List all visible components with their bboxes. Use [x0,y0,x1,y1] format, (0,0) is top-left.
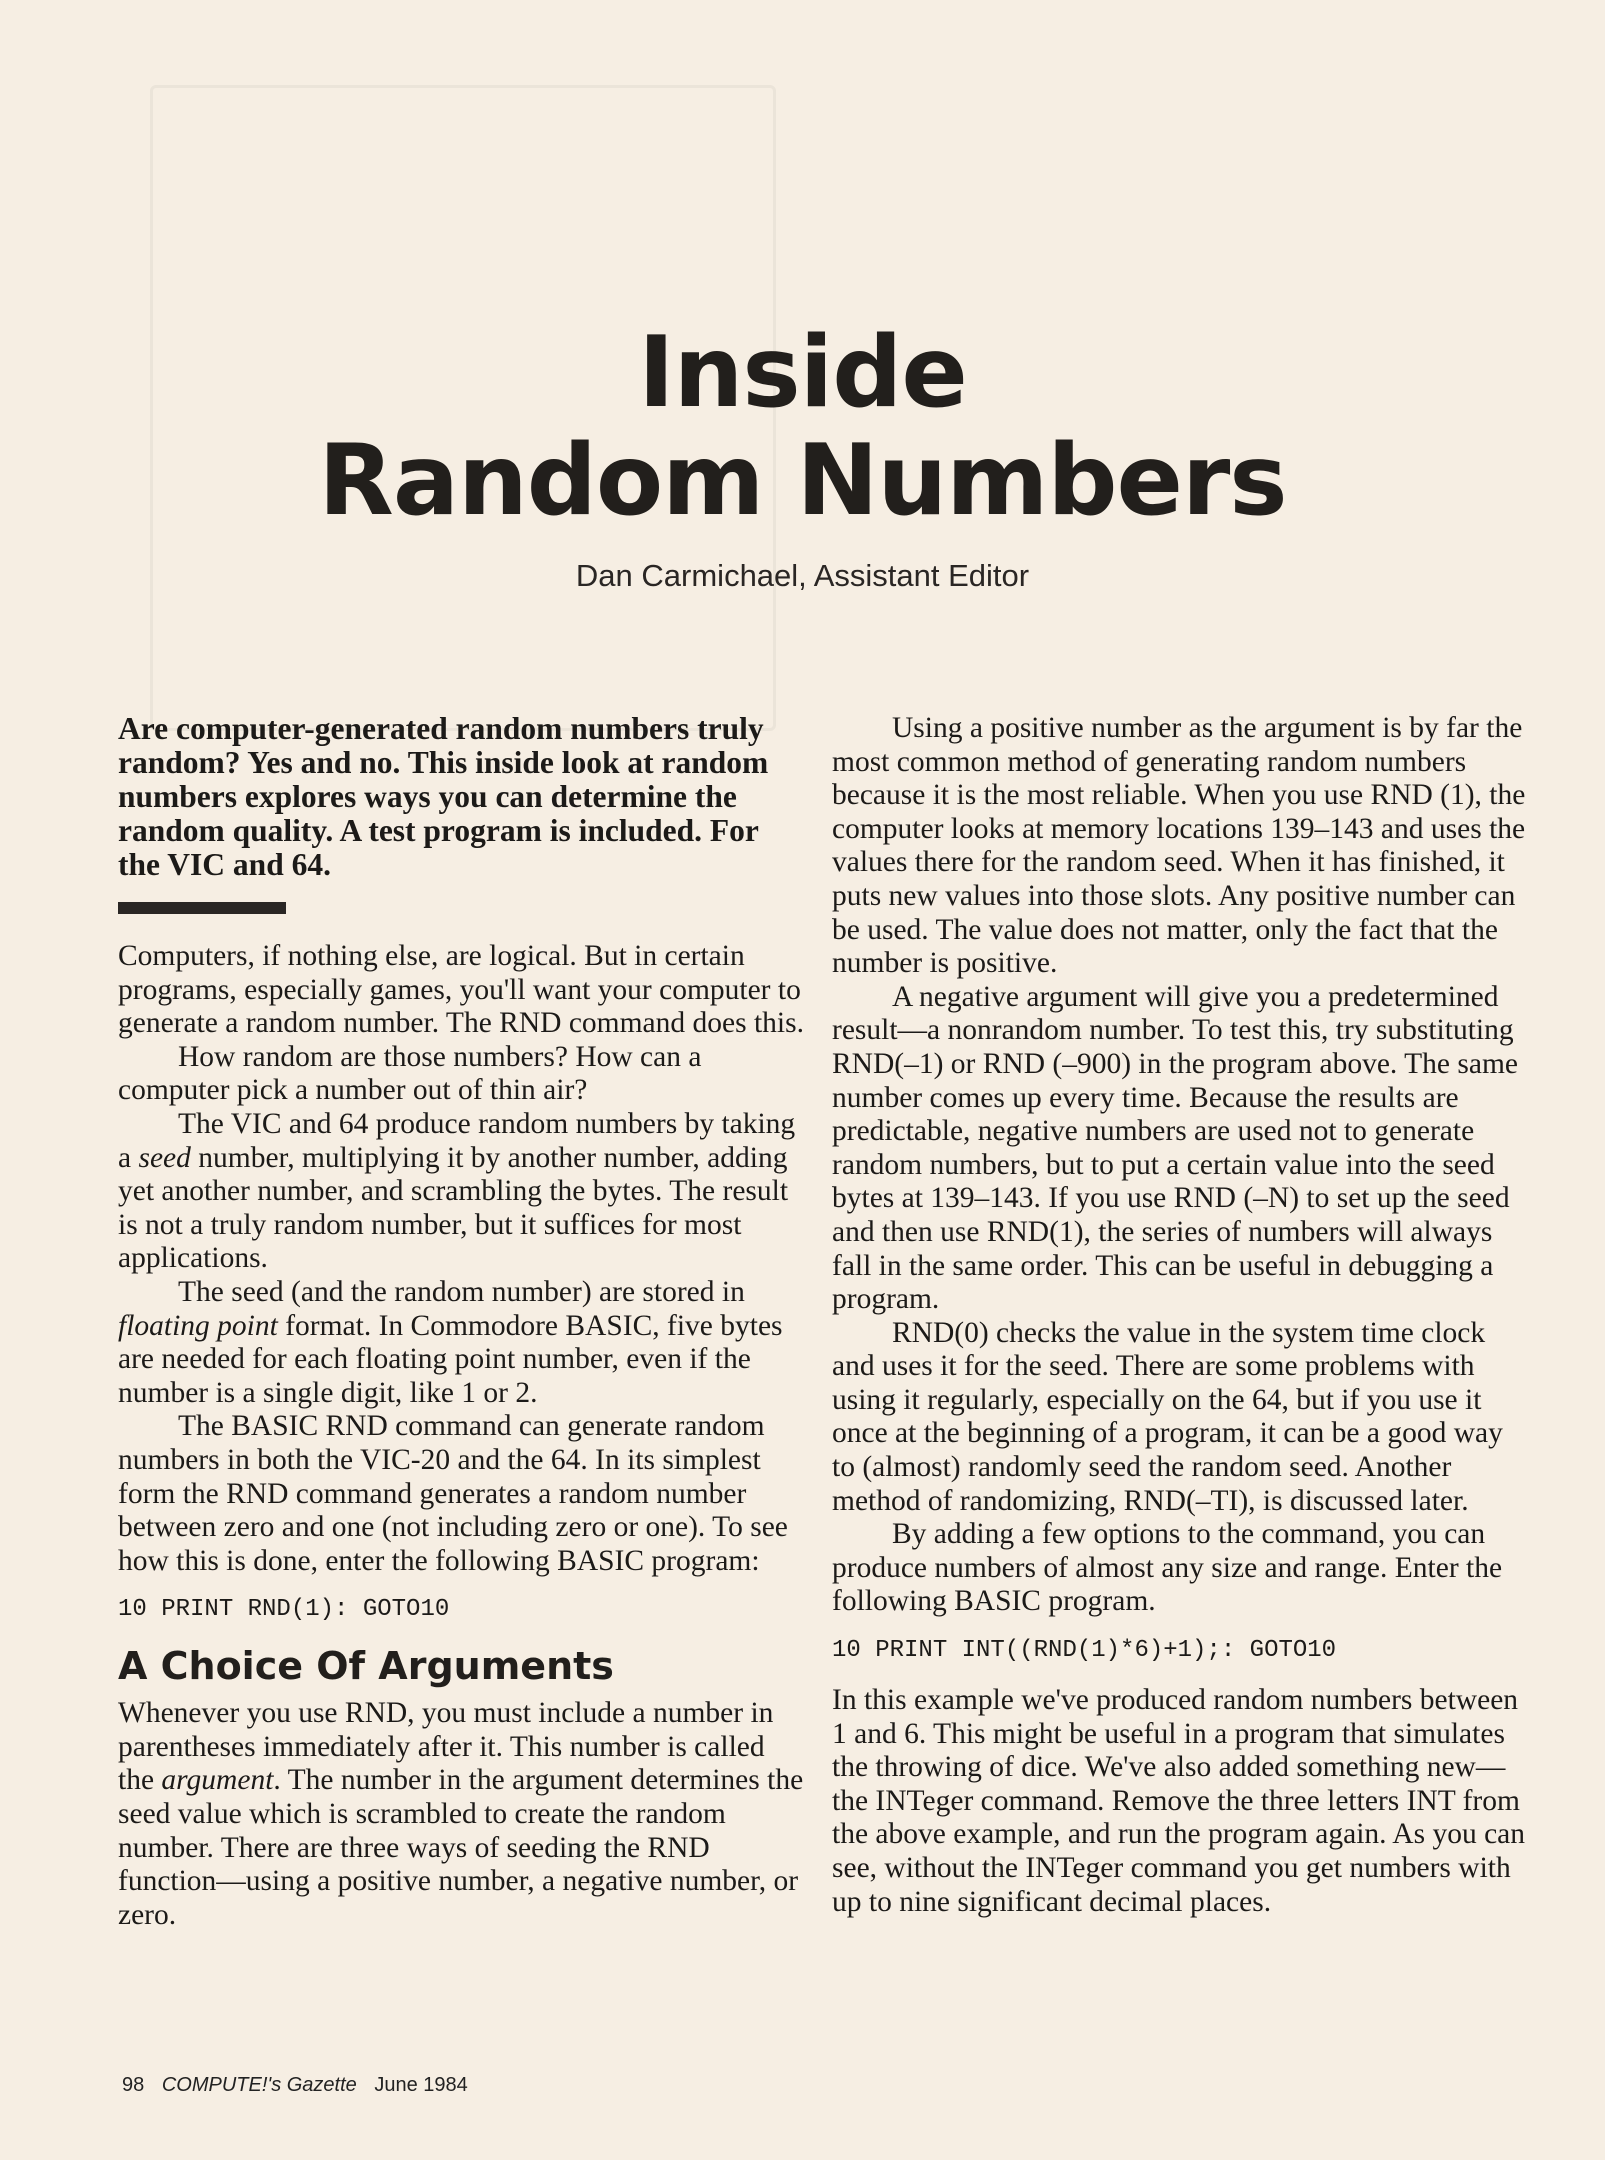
left-paragraph-1: Computers, if nothing else, are logical. But in certain programs, especially games, you'll want your computer to generate a random number. The RND command does this. [118,940,804,1040]
left-paragraph-6: Whenever you use RND, you must include a number in parentheses immediately after it. This number is called the argument. The number in the argument determines the seed value which is scrambled to create the random number. There are three ways of seeding the RND function—using a positive number, a negative number, or zero. [118,1697,804,1931]
article-title-line1: Inside [638,316,967,430]
article-deck: Are computer-generated random numbers truly random? Yes and no. This inside look at random numbers explores ways you can determine the random quality. A test program is included. For the VIC and 64. [118,711,769,882]
left-paragraph-5: The BASIC RND command can generate random numbers in both the VIC-20 and the 64. In its simplest form the RND command generates a random number between zero and one (not including zero or one). To see how this is done, enter the following BASIC program: [118,1410,788,1577]
subheading: A Choice Of Arguments [118,1644,614,1689]
article-title-line2: Random Numbers [318,424,1287,538]
term-floating-point: floating point [118,1309,278,1342]
right-paragraph-1: Using a positive number as the argument is by far the most common method of generating random numbers because it is the most reliable. When you use RND (1), the computer looks at memory locations 139–143 and uses the values there for the random seed. When it has finished, it puts new values into those slots. Any positive number can be used. The value does not matter, only the fact that the number is positive. [832,712,1526,980]
issue-date: June 1984 [374,2074,468,2096]
code-listing-2: 10 PRINT INT((RND(1)*6)+1);: GOTO10 [832,1637,1337,1665]
page-footer [122,2074,468,2097]
byline: Dan Carmichael, Assistant Editor [575,558,1030,593]
page-number: 98 [122,2074,145,2096]
left-paragraph-3: The VIC and 64 produce random numbers by taking a seed number, multiplying it by another number, adding yet another number, and scrambling the bytes. The result is not a truly random number, but it suffices for most applications. [118,1107,796,1275]
left-column [118,712,808,1932]
deck-rule [118,902,286,914]
left-paragraph-2: How random are those numbers? How can a computer pick a number out of thin air? [118,1040,702,1107]
term-seed: seed [138,1141,191,1174]
term-argument: argument [161,1764,274,1797]
right-paragraph-5: In this example we've produced random numbers between 1 and 6. This might be useful in a program that simulates the throwing of dice. We've also added something new—the INTeger command. Remove the three letters INT from the above example, and run the program again. As you can see, without the INTeger command you get numbers with up to nine significant decimal places. [832,1684,1526,1918]
right-paragraph-2: A negative argument will give you a predetermined result—a nonrandom number. To test this, try substituting RND(–1) or RND (–900) in the program above. The same number comes up every time. Because the results are predictable, negative numbers are used not to generate random numbers, but to put a certain value into the seed bytes at 139–143. If you use RND (–N) to set up the seed and then use RND(1), the series of numbers will always fall in the same order. This can be useful in debugging a program. [832,980,1518,1316]
right-paragraph-3: RND(0) checks the value in the system time clock and uses it for the seed. There are some problems with using it regularly, especially on the 64, but if you use it once at the beginning of a program, it can be a good way to (almost) randomly seed the random seed. Another method of randomizing, RND(–TI), is discussed later. [832,1316,1503,1517]
magazine-name: COMPUTE!'s Gazette [161,2074,357,2096]
left-paragraph-4: The seed (and the random number) are stored in floating point format. In Commodore BASIC, five bytes are needed for each floating point number, even if the number is a single digit, like 1 or 2. [118,1275,783,1409]
right-paragraph-4: By adding a few options to the command, you can produce numbers of almost any size and range. Enter the following BASIC program. [832,1518,1503,1618]
right-column [832,712,1532,1919]
code-listing-1: 10 PRINT RND(1): GOTO10 [118,1596,450,1624]
